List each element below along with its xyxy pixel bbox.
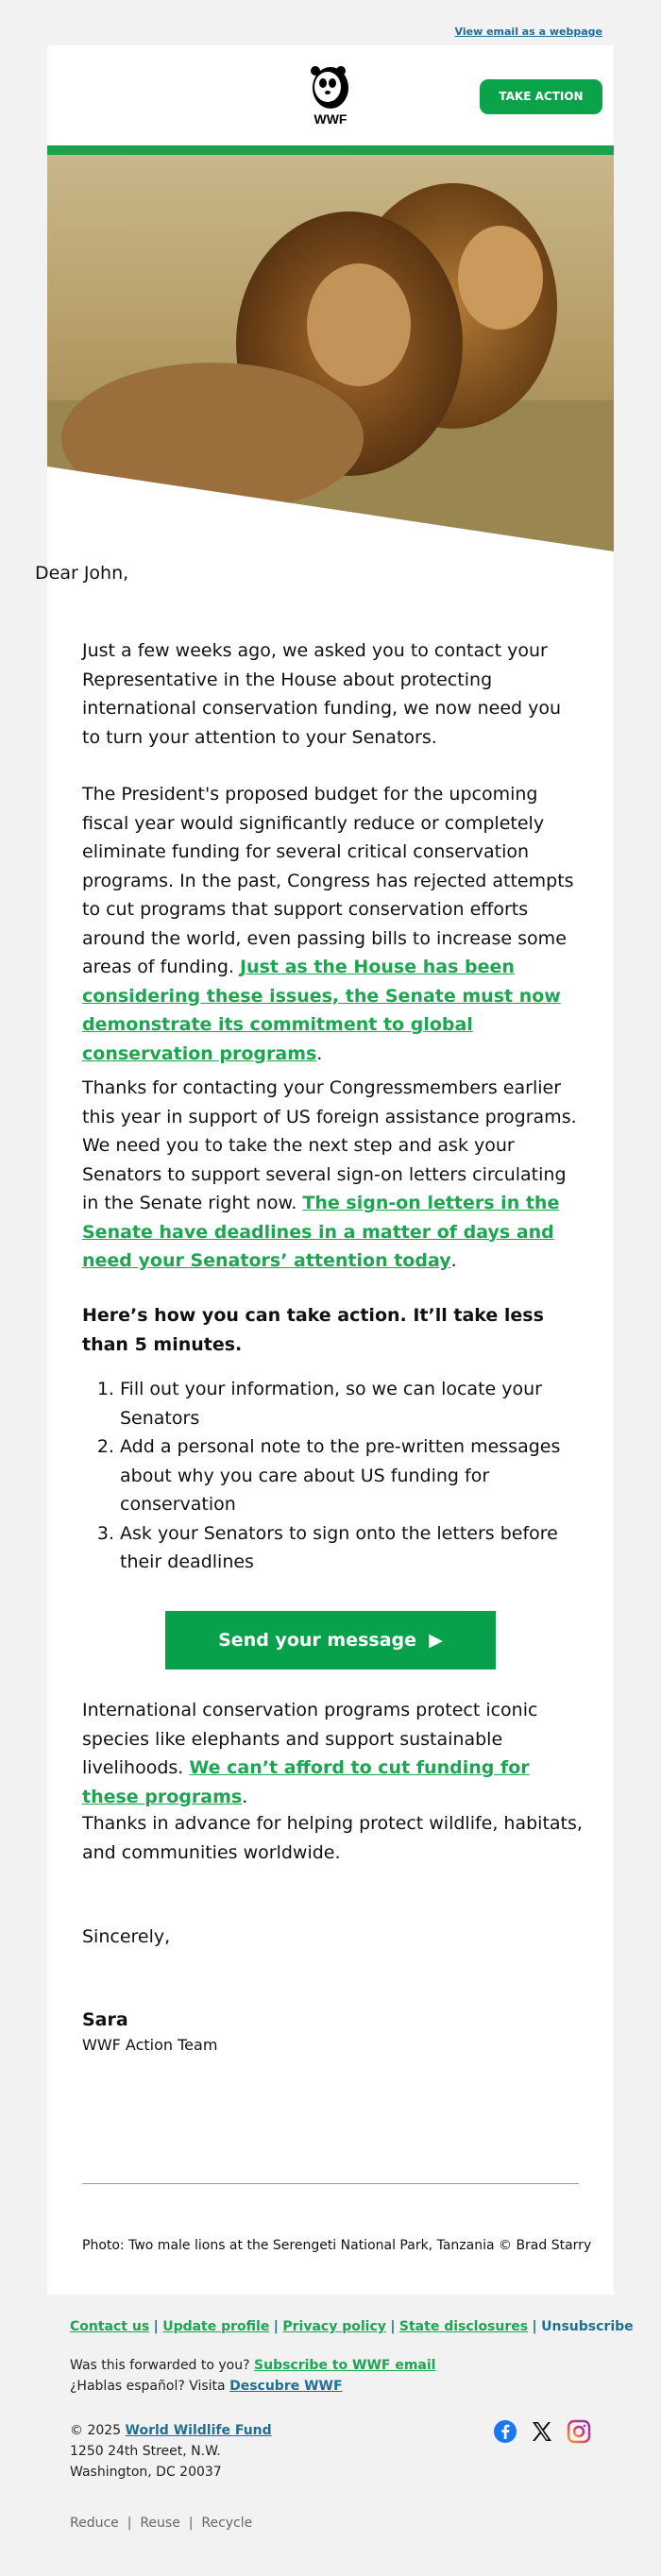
how-to-heading: Here’s how you can take action. It’ll take less than 5 minutes. [82,1305,544,1355]
take-action-button[interactable]: TAKE ACTION [480,79,602,114]
panda-logo-icon[interactable] [305,64,356,127]
step-3: 3. Ask your Senators to sign onto the letters before their deadlines [120,1519,583,1577]
privacy-policy-link[interactable]: Privacy policy [282,2319,386,2334]
svg-text:WWF: WWF [314,111,347,127]
funding-cut-link[interactable]: We can’t afford to cut funding for these programs [82,1757,530,1807]
play-arrow-icon: ▶ [429,1630,443,1651]
footer-links: Contact us | Update profile | Privacy policy | State disclosures | Unsubscribe [70,2319,634,2334]
step-2: 2. Add a personal note to the pre-written messages about why you care about US funding for conservation [120,1432,583,1519]
contact-us-link[interactable]: Contact us [70,2319,150,2334]
paragraph-2-text: The President's proposed budget for the upcoming fiscal year would significantly reduce or completely eliminate funding for several critical conservation programs. In the past, Congress has rejected attempts to cut programs that support conservation efforts around the world, even passing bills to increase some areas of funding. [82,784,574,977]
unsubscribe-link[interactable]: Unsubscribe [541,2319,634,2334]
copyright-line: © 2025 World Wildlife Fund [70,2423,272,2438]
paragraph-4: International conservation programs protect iconic species like elephants and support sustainable livelihoods. We can’t afford to cut funding for these programs. [82,1700,538,1807]
top-bar [0,0,661,45]
update-profile-link[interactable]: Update profile [162,2319,270,2334]
step-1: 1. Fill out your information, so we can locate your Senators [120,1375,583,1432]
address-line-1: 1250 24th Street, N.W. [70,2444,221,2459]
paragraph-5: Thanks in advance for helping protect wildlife, habitats, and communities worldwide. [82,1813,583,1863]
email-header [47,45,614,145]
descubre-link[interactable]: Descubre WWF [229,2379,343,2394]
signature-team: WWF Action Team [82,2036,218,2054]
header-accent-bar [47,145,614,155]
sign-on-letters-link[interactable]: The sign-on letters in the Senate have deadlines in a matter of days and need your Senators’ attention today [82,1193,560,1271]
paragraph-2: The President's proposed budget for the upcoming fiscal year would significantly reduce or completely eliminate funding for several critical conservation programs. In the past, Congress has rejected attempts to cut programs that support conservation efforts around the world, even passing bills to increase some areas of funding. Just as the House has been considering these issues, the Senate must now demonstrate its commitment to global conservation programs. [82,784,574,1064]
content-divider [82,2183,579,2184]
wwf-org-link[interactable]: World Wildlife Fund [125,2423,272,2438]
subscribe-link[interactable]: Subscribe to WWF email [254,2358,436,2373]
steps-list [82,1375,583,1577]
signature-name: Sara [82,2009,128,2030]
spanish-line: ¿Hablas español? Visita Descubre WWF [70,2379,343,2394]
photo-caption: Photo: Two male lions at the Serengeti National Park, Tanzania © Brad Starry [82,2238,592,2253]
signoff: Sincerely, [82,1926,171,1947]
x-icon[interactable] [530,2419,554,2444]
paragraph-3: Thanks for contacting your Congressmembers earlier this year in support of US foreign assistance programs. We need you to take the next step and ask your Senators to support several sign-on letters circulating in the Senate right now. The sign-on letters in the Senate have deadlines in a matter of days and need your Senators’ attention today. [82,1077,577,1271]
address-line-2: Washington, DC 20037 [70,2465,222,2480]
paragraph-3-text: Thanks for contacting your Congressmembers earlier this year in support of US foreign assistance programs. We need you to take the next step and ask your Senators to support several sign-on letters circulating in the Senate right now. [82,1077,577,1213]
hero-image-lions [47,155,614,556]
view-webpage-link[interactable]: View email as a webpage [454,25,602,38]
instagram-icon[interactable] [567,2419,591,2444]
greeting: Dear John, [35,563,129,584]
send-message-button[interactable]: Send your message ▶ [165,1611,496,1669]
facebook-icon[interactable] [493,2419,517,2444]
paragraph-1: Just a few weeks ago, we asked you to contact your Representative in the House about protecting international conservation funding, we now need you to turn your attention to your Senators. [82,640,562,748]
state-disclosures-link[interactable]: State disclosures [398,2319,529,2334]
reduce-reuse-recycle: Reduce | Reuse | Recycle [70,2516,253,2531]
forwarded-line: Was this forwarded to you? Subscribe to WWF email [70,2358,436,2373]
house-senate-link[interactable]: Just as the House has been considering these issues, the Senate must now demonstrate its commitment to global conservation programs [82,957,561,1064]
paragraph-4-text: International conservation programs protect iconic species like elephants and support sustainable livelihoods. [82,1700,538,1778]
